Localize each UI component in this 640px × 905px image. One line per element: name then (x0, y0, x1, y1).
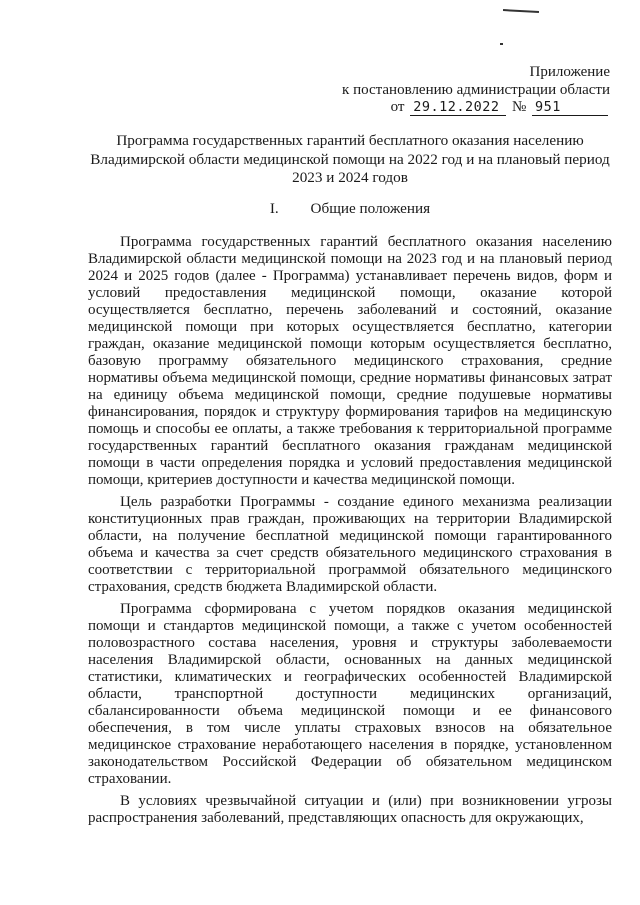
document-title: Программа государственных гарантий бесплатного оказания населению Владимирской области медицинской помощи на 2022 год и на плановый период 2023 и 2024 годов (90, 132, 610, 186)
appendix-title: Приложение (529, 64, 610, 80)
number-label: № (511, 99, 527, 115)
date-label: от (390, 99, 405, 115)
appendix-reference: к постановлению администрации области (342, 81, 610, 98)
paragraph: Цель разработки Программы - создание единого механизма реализации конституционных прав граждан, проживающих на территории Владимирской области, на получение бесплатной медицинской помощи гарантированного объема и качества за счет средств обязательного медицинского страхования в соответствии с территориальной программой обязательного медицинского страхования, средств бюджета Владимирской области. (88, 494, 612, 595)
paragraph: Программа государственных гарантий бесплатного оказания населению Владимирской области медицинской помощи на 2023 год и на плановый период 2024 и 2025 годов (далее - Программа) устанавливает перечень видов, форм и условий предоставления медицинской помощи, оказание которой осуществляется бесплатно, перечень заболеваний и состояний, оказание медицинской помощи при которых осуществляется бесплатно, категории граждан, оказание медицинской помощи которым осуществляется бесплатно, базовую программу обязательного медицинского страхования, средние нормативы объема медицинской помощи, средние нормативы финансовых затрат на единицу объема медицинской помощи, средние подушевые нормативы финансирования, порядок и структуру формирования тарифов на медицинскую помощь и способы ее оплаты, а также требования к территориальной программе государственных гарантий бесплатного оказания гражданам медицинской помощи в части определения порядка и условий предоставления медицинской помощи, критериев доступности и качества медицинской помощи. (88, 234, 612, 488)
section-title: Общие положения (310, 200, 431, 217)
appendix-block (342, 64, 610, 117)
document-number: 951 (532, 100, 608, 116)
scan-artifact (503, 9, 539, 13)
document-body (88, 234, 612, 832)
paragraph: Программа сформирована с учетом порядков оказания медицинской помощи и стандартов медицинской помощи, а также с учетом особенностей половозрастного состава населения, уровня и структуры заболеваемости населения Владимирской области, основанных на данных медицинской статистики, климатических и географических особенностей Владимирской области, транспортной доступности медицинских организаций, сбалансированности объема медицинской помощи и ее финансового обеспечения, в том числе уплаты страховых взносов на обязательное медицинское страхование неработающего населения в порядке, установленном законодательством Российской Федерации об обязательном медицинском страховании. (88, 601, 612, 787)
appendix-date-line (342, 99, 610, 117)
section-numeral: I. (269, 200, 279, 217)
scan-artifact (500, 43, 503, 45)
paragraph: В условиях чрезвычайной ситуации и (или) при возникновении угрозы распространения заболеваний, представляющих опасность для окружающих, (88, 793, 612, 826)
section-heading (88, 200, 612, 218)
document-date: 29.12.2022 (410, 100, 506, 116)
